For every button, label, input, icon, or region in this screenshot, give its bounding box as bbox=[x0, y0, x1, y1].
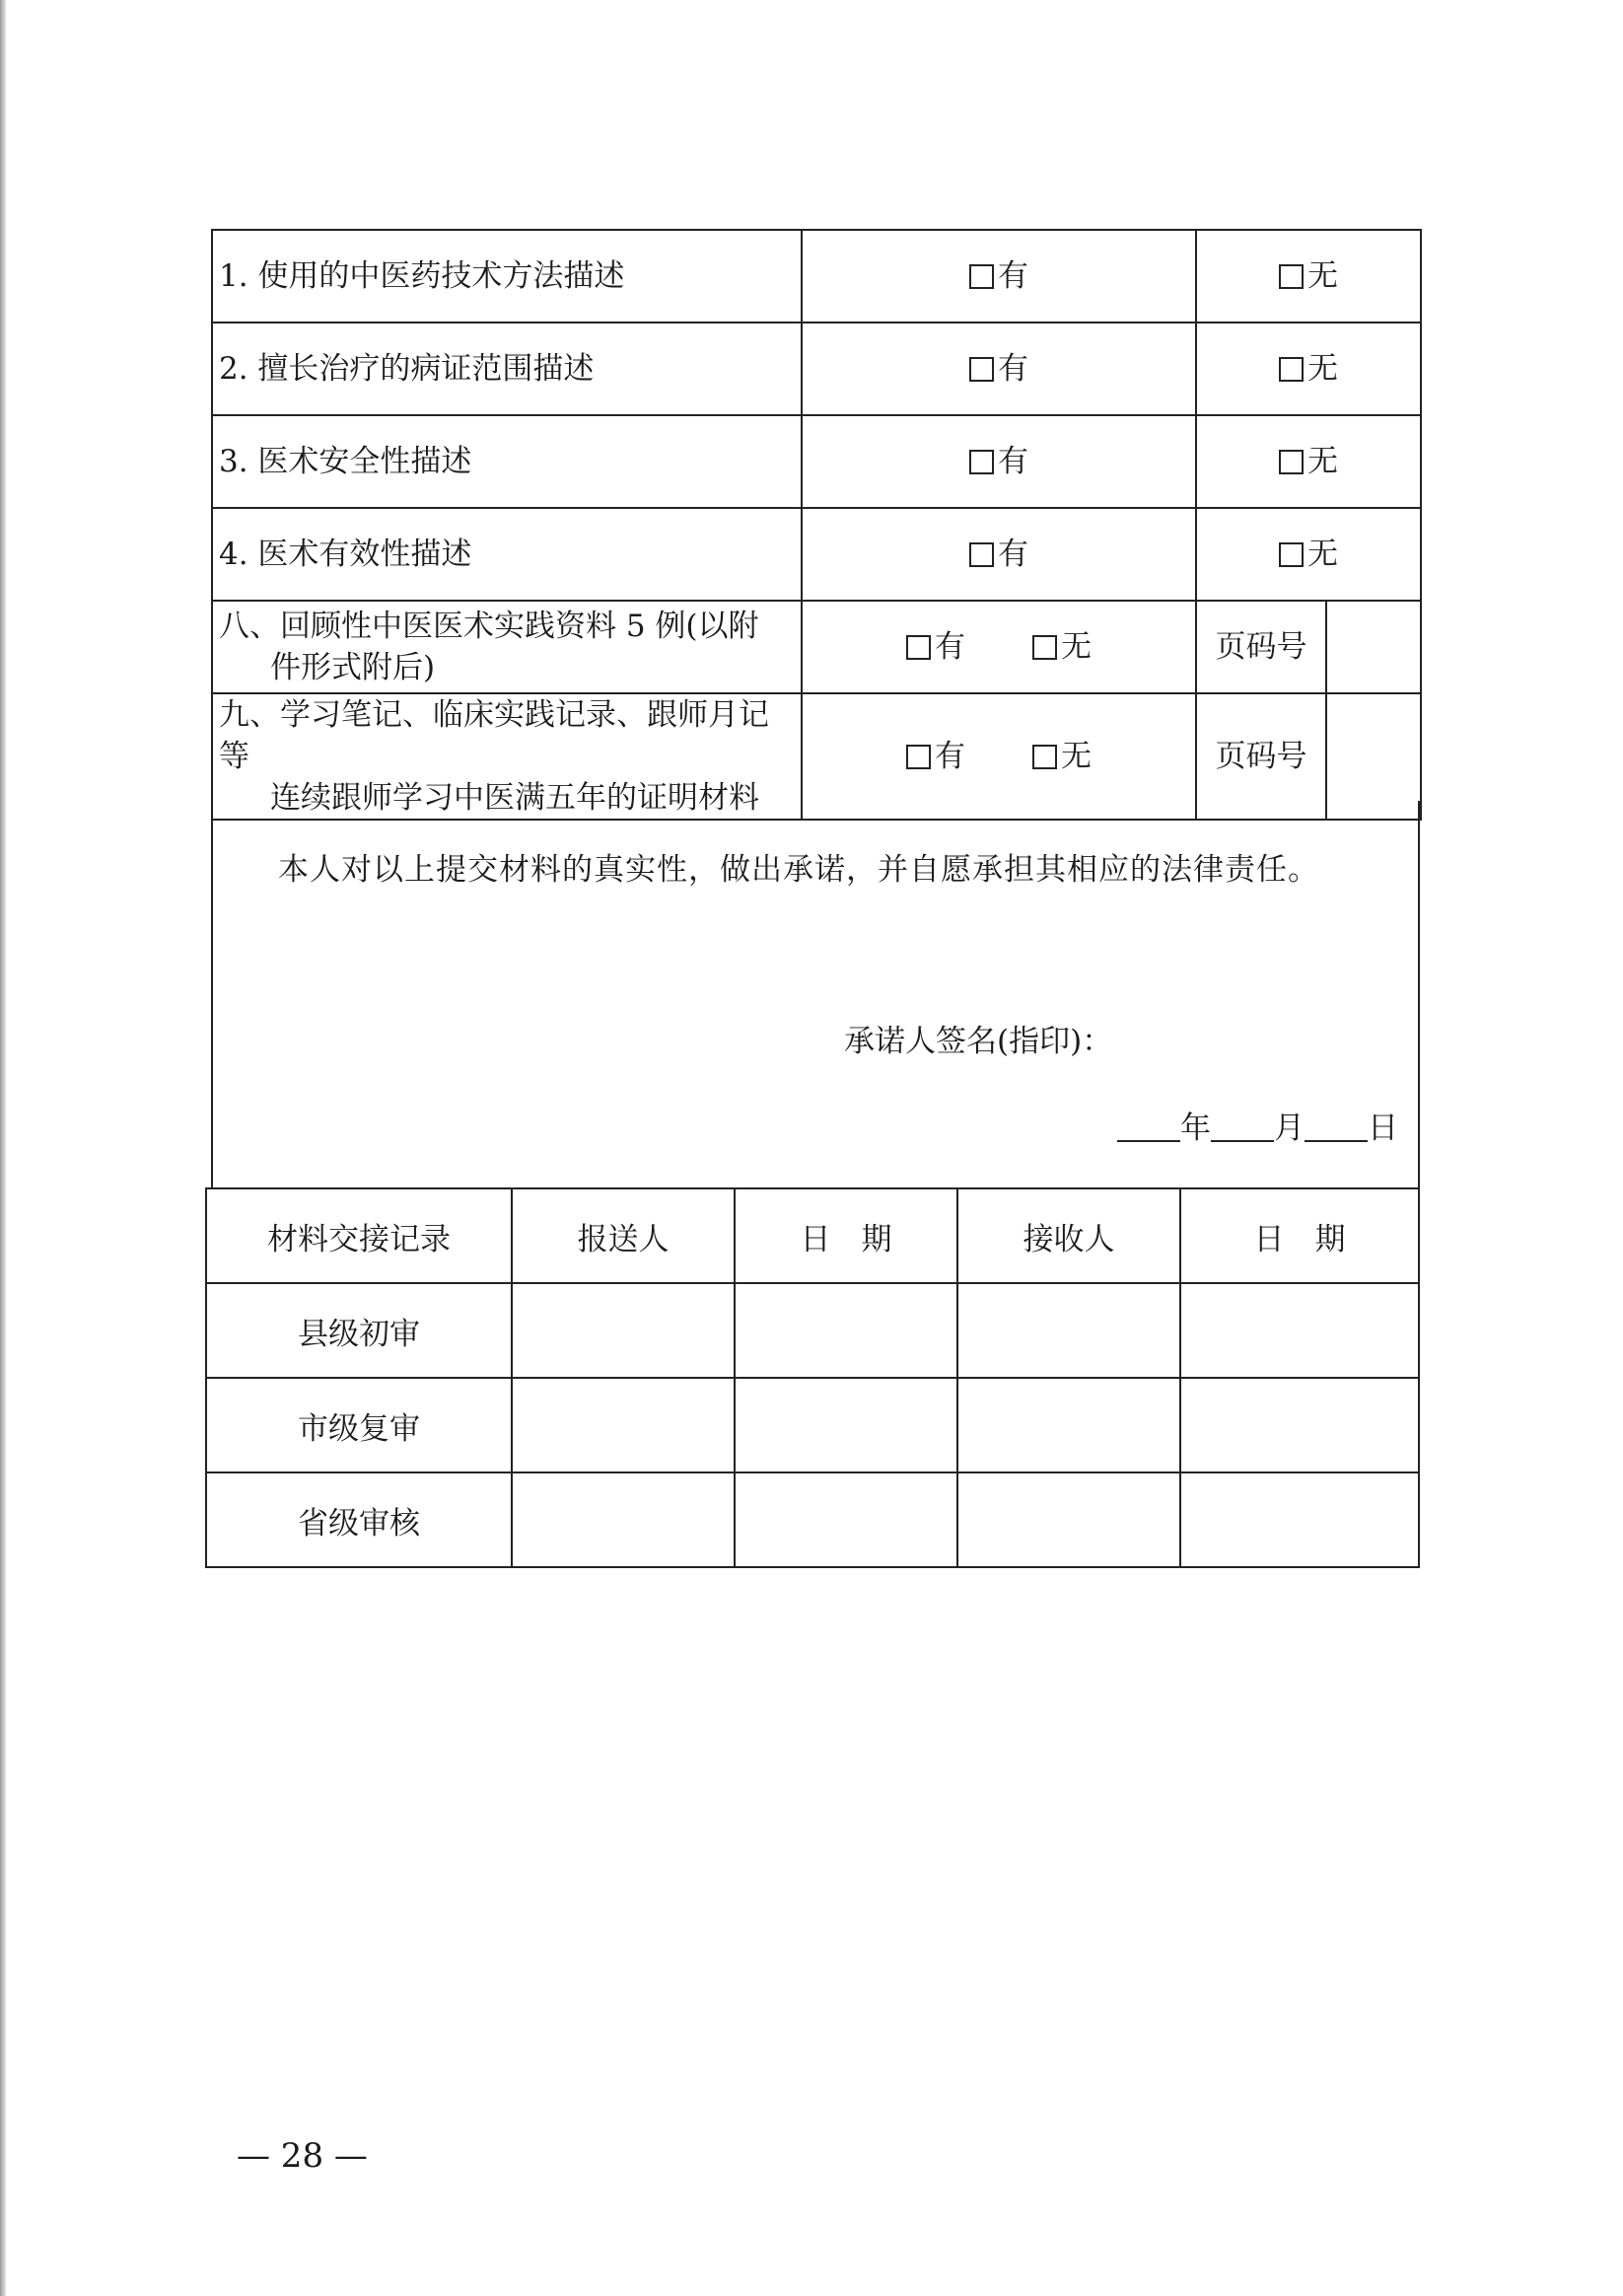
handover-record-table bbox=[205, 1187, 1420, 1568]
table-cell[interactable] bbox=[512, 1283, 735, 1378]
table-cell[interactable] bbox=[1180, 1472, 1419, 1567]
item-label: 2. 擅长治疗的病证范围描述 bbox=[212, 323, 802, 415]
page-number: — 28 — bbox=[237, 2136, 368, 2176]
yes-option[interactable]: 有 bbox=[802, 415, 1196, 508]
checkbox-icon[interactable] bbox=[1279, 264, 1304, 289]
table-cell[interactable] bbox=[735, 1283, 957, 1378]
column-header: 接收人 bbox=[957, 1188, 1180, 1283]
item-label: 3. 医术安全性描述 bbox=[212, 415, 802, 508]
checkbox-icon[interactable] bbox=[906, 745, 931, 769]
item-label: 九、学习笔记、临床实践记录、跟师月记等 连续跟师学习中医满五年的证明材料 bbox=[212, 693, 802, 820]
table-row bbox=[206, 1472, 1419, 1567]
table-cell[interactable] bbox=[957, 1283, 1180, 1378]
item-label: 1. 使用的中医药技术方法描述 bbox=[212, 230, 802, 323]
no-option[interactable]: 无 bbox=[1032, 625, 1092, 669]
commitment-text: 本人对以上提交材料的真实性，做出承诺，并自愿承担其相应的法律责任。 bbox=[278, 852, 1319, 888]
yes-option[interactable]: 有 bbox=[906, 625, 965, 669]
no-option[interactable]: 无 bbox=[1196, 508, 1421, 601]
checkbox-icon[interactable] bbox=[969, 542, 994, 567]
commitment-section bbox=[211, 801, 1420, 1187]
table-header-row bbox=[206, 1188, 1419, 1283]
yes-no-options bbox=[802, 601, 1196, 693]
column-header: 报送人 bbox=[512, 1188, 735, 1283]
table-cell[interactable] bbox=[735, 1472, 957, 1567]
date-line: 年 月 日 bbox=[1117, 1103, 1398, 1147]
checkbox-icon[interactable] bbox=[1279, 357, 1304, 382]
no-option[interactable]: 无 bbox=[1196, 415, 1421, 508]
stage-label: 市级复审 bbox=[206, 1378, 512, 1472]
checkbox-icon[interactable] bbox=[1032, 745, 1057, 769]
yes-option[interactable]: 有 bbox=[906, 735, 965, 778]
no-option[interactable]: 无 bbox=[1196, 230, 1421, 323]
table-row bbox=[212, 601, 1421, 693]
table-cell[interactable] bbox=[957, 1472, 1180, 1567]
checkbox-icon[interactable] bbox=[969, 450, 994, 474]
stage-label: 县级初审 bbox=[206, 1283, 512, 1378]
page-number-field[interactable] bbox=[1326, 601, 1421, 693]
table-cell[interactable] bbox=[957, 1378, 1180, 1472]
table-row bbox=[206, 1283, 1419, 1378]
month-field[interactable] bbox=[1211, 1111, 1274, 1142]
item-label: 4. 医术有效性描述 bbox=[212, 508, 802, 601]
column-header: 日 期 bbox=[735, 1188, 957, 1283]
table-row bbox=[212, 230, 1421, 323]
item-label: 八、回顾性中医医术实践资料 5 例(以附 件形式附后) bbox=[212, 601, 802, 693]
page-number-label: 页码号 bbox=[1196, 693, 1326, 820]
yes-option[interactable]: 有 bbox=[802, 323, 1196, 415]
table-cell[interactable] bbox=[512, 1472, 735, 1567]
signature-label: 承诺人签名(指印)： bbox=[844, 1024, 1113, 1059]
table-row bbox=[206, 1378, 1419, 1472]
yes-option[interactable]: 有 bbox=[802, 508, 1196, 601]
table-cell[interactable] bbox=[1180, 1378, 1419, 1472]
checkbox-icon[interactable] bbox=[1032, 635, 1057, 660]
day-field[interactable] bbox=[1305, 1111, 1368, 1142]
checkbox-icon[interactable] bbox=[1279, 450, 1304, 474]
table-cell[interactable] bbox=[735, 1378, 957, 1472]
yes-option[interactable]: 有 bbox=[802, 230, 1196, 323]
year-field[interactable] bbox=[1117, 1111, 1180, 1142]
table-row bbox=[212, 323, 1421, 415]
table-row bbox=[212, 508, 1421, 601]
materials-checklist-table bbox=[211, 229, 1422, 821]
checkbox-icon[interactable] bbox=[969, 264, 994, 289]
checkbox-icon[interactable] bbox=[969, 357, 994, 382]
page-edge bbox=[0, 0, 6, 2296]
checkbox-icon[interactable] bbox=[1279, 542, 1304, 567]
table-cell[interactable] bbox=[512, 1378, 735, 1472]
column-header: 材料交接记录 bbox=[206, 1188, 512, 1283]
no-option[interactable]: 无 bbox=[1196, 323, 1421, 415]
table-cell[interactable] bbox=[1180, 1283, 1419, 1378]
checkbox-icon[interactable] bbox=[906, 635, 931, 660]
stage-label: 省级审核 bbox=[206, 1472, 512, 1567]
column-header: 日 期 bbox=[1180, 1188, 1419, 1283]
page-number-label: 页码号 bbox=[1196, 601, 1326, 693]
no-option[interactable]: 无 bbox=[1032, 735, 1092, 778]
table-row bbox=[212, 415, 1421, 508]
